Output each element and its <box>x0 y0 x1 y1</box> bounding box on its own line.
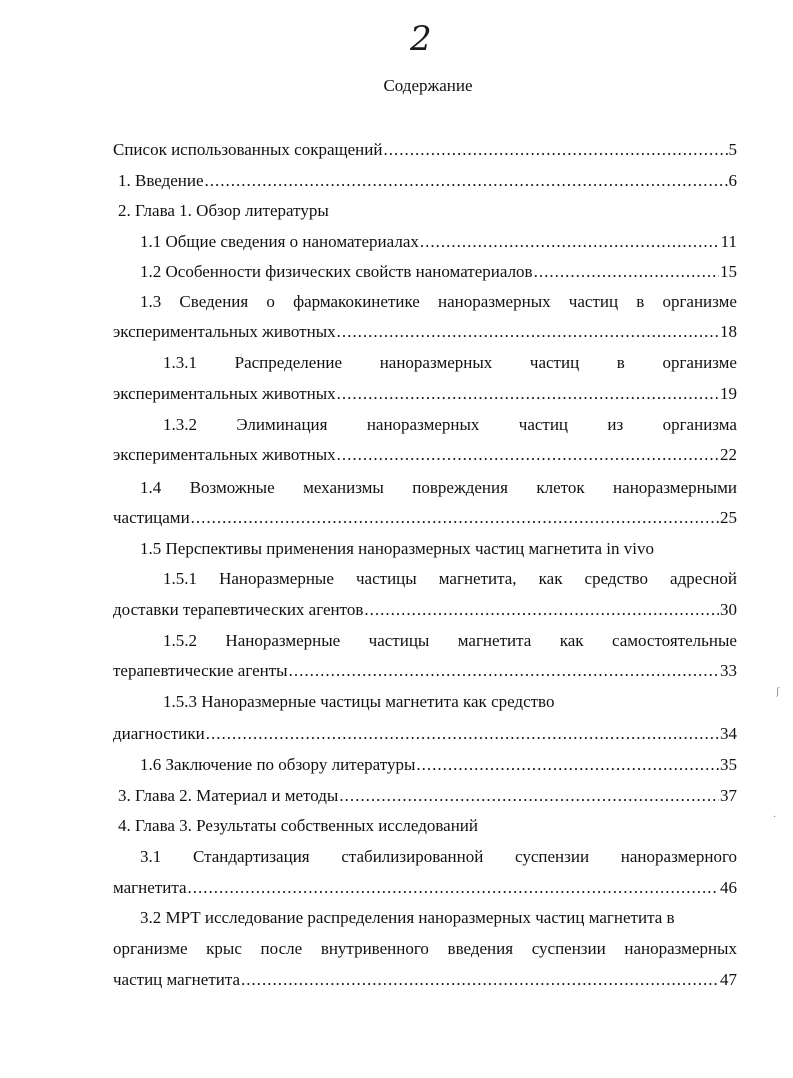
toc-word: суспензии <box>515 847 590 866</box>
toc-word: организме <box>113 939 188 958</box>
toc-page-number: 19 <box>720 384 737 403</box>
toc-entry-1-4-line2 <box>113 508 737 528</box>
toc-entry-label: магнетита <box>113 878 187 897</box>
toc-word: Наноразмерные <box>219 569 334 588</box>
toc-entry-chapter-2 <box>118 786 737 806</box>
toc-entry-1-5-1-line2 <box>113 600 737 620</box>
toc-entry-1-2 <box>140 262 737 282</box>
toc-word: частицы <box>368 631 430 650</box>
toc-leader-dots <box>289 661 719 681</box>
toc-leader-dots <box>364 600 719 620</box>
toc-word: введения <box>447 939 514 958</box>
toc-word: 1.3 <box>140 292 162 311</box>
toc-page-number: 6 <box>728 171 737 190</box>
toc-word: частицы <box>356 569 417 588</box>
toc-entry-chapter-1: 2. Глава 1. Обзор литературы <box>118 201 329 220</box>
toc-word: наноразмерных <box>366 415 480 434</box>
toc-page-number: 46 <box>720 878 737 897</box>
toc-entry-1-6 <box>140 755 737 775</box>
toc-word: наноразмерных <box>624 939 737 958</box>
toc-word: средство <box>584 569 648 588</box>
toc-entry-3-2-line1: 3.2 МРТ исследование распределения наноразмерных частиц магнетита в <box>140 908 675 927</box>
toc-word: 1.5.2 <box>163 631 197 650</box>
toc-page-number: 5 <box>728 140 737 159</box>
toc-entry-1-5-3-line1: 1.5.3 Наноразмерные частицы магнетита как средство <box>163 692 555 711</box>
toc-word: наноразмерных <box>379 353 493 372</box>
toc-entry-label: 3. Глава 2. Материал и методы <box>118 786 339 805</box>
toc-entry-1-5-2-line2 <box>113 661 737 681</box>
toc-word: клеток <box>536 478 585 497</box>
toc-entry-chapter-3: 4. Глава 3. Результаты собственных исследований <box>118 816 478 835</box>
scan-mark: · <box>773 812 777 823</box>
toc-entry-label: доставки терапевтических агентов <box>113 600 364 619</box>
toc-page-number: 47 <box>720 970 737 989</box>
toc-leader-dots <box>420 232 720 252</box>
toc-entry-1-3-2-line2 <box>113 445 737 465</box>
toc-word: Возможные <box>189 478 275 497</box>
toc-word: внутривенного <box>320 939 429 958</box>
toc-word: 1.5.1 <box>163 569 197 588</box>
toc-word: фармакокинетике <box>293 292 420 311</box>
toc-entry-label: экспериментальных животных <box>113 445 336 464</box>
toc-word: повреждения <box>412 478 508 497</box>
scan-mark: ʃ <box>776 686 780 697</box>
toc-word: из <box>607 415 624 434</box>
toc-page-number: 18 <box>720 322 737 341</box>
toc-word: после <box>260 939 303 958</box>
toc-entry-3-1-line1 <box>140 847 737 867</box>
toc-entry-1-5-2-line1 <box>163 631 737 651</box>
toc-page-number: 33 <box>720 661 737 680</box>
toc-entry-abbreviations <box>113 140 737 160</box>
toc-word: 1.3.2 <box>163 415 197 434</box>
toc-word: механизмы <box>303 478 384 497</box>
toc-entry-label: 1.6 Заключение по обзору литературы <box>140 755 416 774</box>
toc-entry-label: экспериментальных животных <box>113 384 336 403</box>
toc-leader-dots <box>205 171 728 191</box>
toc-page-number: 35 <box>720 755 737 774</box>
toc-leader-dots <box>339 786 719 806</box>
handwritten-page-number: 2 <box>410 19 432 59</box>
toc-word: адресной <box>670 569 737 588</box>
toc-page-number: 22 <box>720 445 737 464</box>
toc-word: магнетита <box>457 631 532 650</box>
toc-entry-1-5-3-line2 <box>113 724 737 744</box>
toc-entry-3-2-line3 <box>113 970 737 990</box>
toc-entry-1-4-line1 <box>140 478 737 498</box>
toc-leader-dots <box>241 970 719 990</box>
toc-leader-dots <box>383 140 727 160</box>
toc-word: стабилизированной <box>341 847 484 866</box>
toc-word: Распределение <box>234 353 343 372</box>
toc-word: о <box>266 292 275 311</box>
toc-entry-1-5: 1.5 Перспективы применения наноразмерных частиц магнетита in vivo <box>140 539 654 558</box>
toc-word: частиц <box>568 292 619 311</box>
toc-entry-1-3-line2 <box>113 322 737 342</box>
toc-entry-label: частицами <box>113 508 190 527</box>
toc-entry-1-3-1-line2 <box>113 384 737 404</box>
toc-word: организма <box>662 415 737 434</box>
toc-word: 1.3.1 <box>163 353 197 372</box>
toc-leader-dots <box>534 262 719 282</box>
toc-leader-dots <box>191 508 719 528</box>
toc-word: Наноразмерные <box>225 631 341 650</box>
toc-word: 3.1 <box>140 847 162 866</box>
toc-leader-dots <box>416 755 719 775</box>
toc-leader-dots <box>188 878 719 898</box>
toc-word: самостоятельные <box>611 631 737 650</box>
toc-entry-label: экспериментальных животных <box>113 322 336 341</box>
toc-word: как <box>559 631 584 650</box>
toc-entry-label: Список использованных сокращений <box>113 140 383 159</box>
toc-entry-1-3-1-line1 <box>163 353 737 373</box>
toc-page-number: 25 <box>720 508 737 527</box>
toc-entry-1-5-1-line1 <box>163 569 737 589</box>
toc-page-number: 11 <box>720 232 737 251</box>
toc-word: частиц <box>518 415 569 434</box>
toc-word: суспензии <box>531 939 606 958</box>
toc-entry-3-1-line2 <box>113 878 737 898</box>
toc-word: организме <box>662 353 737 372</box>
toc-page-number: 30 <box>720 600 737 619</box>
toc-word: магнетита, <box>438 569 517 588</box>
toc-word: в <box>636 292 645 311</box>
toc-word: Стандартизация <box>192 847 310 866</box>
toc-word: крыс <box>206 939 242 958</box>
toc-entry-label: частиц магнетита <box>113 970 241 989</box>
toc-word: организме <box>662 292 737 311</box>
toc-leader-dots <box>206 724 719 744</box>
toc-entry-label: диагностики <box>113 724 205 743</box>
toc-entry-1-3-2-line1 <box>163 415 737 435</box>
toc-page-number: 37 <box>720 786 737 805</box>
toc-word: Сведения <box>179 292 249 311</box>
toc-word: Элиминация <box>236 415 328 434</box>
toc-word: наноразмерными <box>613 478 737 497</box>
toc-entry-introduction <box>118 171 737 191</box>
toc-leader-dots <box>337 384 719 404</box>
toc-word: в <box>616 353 625 372</box>
toc-word: наноразмерного <box>620 847 737 866</box>
toc-word: частиц <box>529 353 580 372</box>
page-title: Содержание <box>383 76 473 95</box>
toc-word: как <box>538 569 563 588</box>
toc-entry-3-2-line2 <box>113 939 737 959</box>
toc-leader-dots <box>337 445 719 465</box>
toc-page-number: 34 <box>720 724 737 743</box>
toc-word: наноразмерных <box>438 292 551 311</box>
toc-entry-1-3-line1 <box>140 292 737 312</box>
toc-entry-label: терапевтические агенты <box>113 661 288 680</box>
toc-entry-label: 1.2 Особенности физических свойств наноматериалов <box>140 262 533 281</box>
toc-entry-label: 1.1 Общие сведения о наноматериалах <box>140 232 419 251</box>
toc-entry-1-1 <box>140 232 737 252</box>
toc-page-number: 15 <box>720 262 737 281</box>
toc-leader-dots <box>337 322 719 342</box>
toc-entry-label: 1. Введение <box>118 171 204 190</box>
toc-word: 1.4 <box>140 478 162 497</box>
